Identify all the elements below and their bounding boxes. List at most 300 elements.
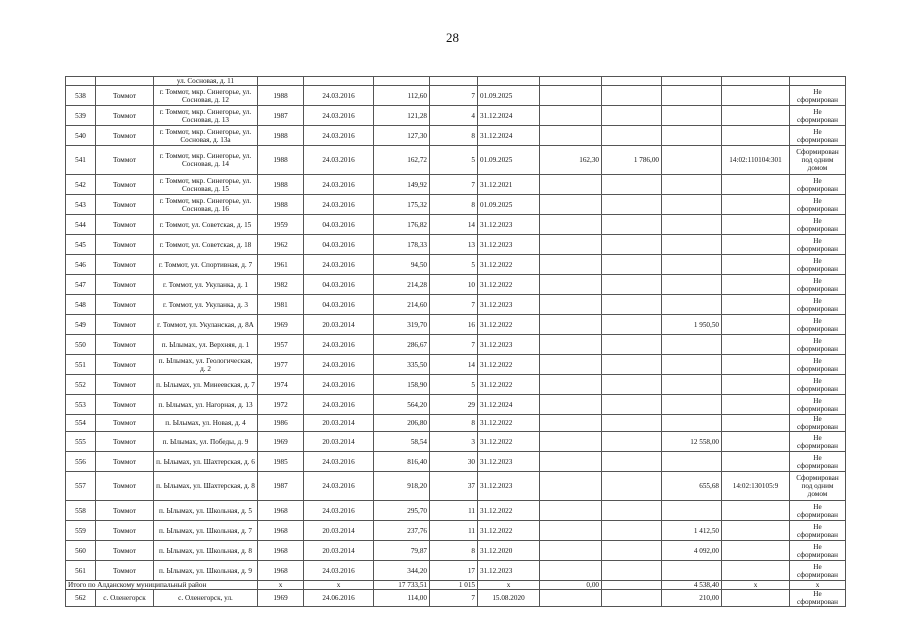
- table-row: [66, 335, 846, 355]
- cadastral-cell: [722, 541, 790, 561]
- value-cell: [602, 315, 662, 335]
- row-number: 561: [66, 561, 96, 581]
- amount-cell: 4 092,00: [662, 541, 722, 561]
- year-cell: 1972: [258, 395, 304, 415]
- year-cell: 1988: [258, 175, 304, 195]
- town-cell: Томмот: [96, 86, 154, 106]
- area-cell: 94,50: [374, 255, 430, 275]
- cadastral-cell: [722, 106, 790, 126]
- row-number: 545: [66, 235, 96, 255]
- amount-cell: [662, 375, 722, 395]
- row-number: 544: [66, 215, 96, 235]
- value-cell: [602, 275, 662, 295]
- area-cell: 918,20: [374, 472, 430, 501]
- cadastral-cell: [722, 295, 790, 315]
- area-cell: 564,20: [374, 395, 430, 415]
- date-cell: 24.03.2016: [304, 375, 374, 395]
- amount-cell: 1 412,50: [662, 521, 722, 541]
- table-row: [66, 501, 846, 521]
- row-number: [66, 77, 96, 86]
- land-area-cell: [540, 432, 602, 452]
- land-area-cell: [540, 541, 602, 561]
- value-cell: [602, 472, 662, 501]
- row-number: 543: [66, 195, 96, 215]
- cadastral-cell: [722, 275, 790, 295]
- date-cell: 24.03.2016: [304, 472, 374, 501]
- row-number: 551: [66, 355, 96, 375]
- value-cell: [602, 395, 662, 415]
- row-number: 559: [66, 521, 96, 541]
- table-row: [66, 375, 846, 395]
- amount-cell: [662, 77, 722, 86]
- people-cell: 8: [430, 541, 478, 561]
- town-cell: Томмот: [96, 295, 154, 315]
- area-cell: 162,72: [374, 146, 430, 175]
- land-area-cell: [540, 472, 602, 501]
- area-cell: 175,32: [374, 195, 430, 215]
- deadline-cell: 31.12.2023: [478, 472, 540, 501]
- people-cell: 37: [430, 472, 478, 501]
- row-number: 539: [66, 106, 96, 126]
- cadastral-cell: [722, 375, 790, 395]
- people-cell: 7: [430, 295, 478, 315]
- area-cell: 816,40: [374, 452, 430, 472]
- cadastral-cell: [722, 175, 790, 195]
- table-row: [66, 255, 846, 275]
- status-cell: Не сформирован: [790, 541, 846, 561]
- table-row: [66, 432, 846, 452]
- date-cell: 24.03.2016: [304, 355, 374, 375]
- year-cell: 1981: [258, 295, 304, 315]
- cadastral-cell: [722, 452, 790, 472]
- table-row: [66, 235, 846, 255]
- page-number: 28: [446, 30, 459, 45]
- land-area-cell: 162,30: [540, 146, 602, 175]
- amount-cell: 655,68: [662, 472, 722, 501]
- status-cell: Не сформирован: [790, 126, 846, 146]
- address-cell: г. Томмот, мкр. Синегорье, ул. Сосновая, д. 15: [154, 175, 258, 195]
- value-cell: [602, 561, 662, 581]
- row-number: 548: [66, 295, 96, 315]
- table-row: [66, 77, 846, 86]
- value-cell: [602, 106, 662, 126]
- amount-cell: [662, 295, 722, 315]
- value-cell: [602, 432, 662, 452]
- amount-cell: [662, 195, 722, 215]
- status-cell: Не сформирован: [790, 415, 846, 432]
- row-number: 550: [66, 335, 96, 355]
- row-number: 553: [66, 395, 96, 415]
- amount-cell: [662, 255, 722, 275]
- year-cell: [258, 77, 304, 86]
- status-cell: Не сформирован: [790, 235, 846, 255]
- value-cell: [602, 541, 662, 561]
- date-cell: 24.03.2016: [304, 126, 374, 146]
- cadastral-cell: [722, 415, 790, 432]
- land-area-cell: [540, 501, 602, 521]
- date-cell: 04.03.2016: [304, 295, 374, 315]
- people-cell: 13: [430, 235, 478, 255]
- year-cell: 1959: [258, 215, 304, 235]
- area-cell: 176,82: [374, 215, 430, 235]
- town-cell: Томмот: [96, 255, 154, 275]
- status-cell: Не сформирован: [790, 395, 846, 415]
- table-row: [66, 521, 846, 541]
- deadline-cell: 31.12.2020: [478, 541, 540, 561]
- people-cell: 17: [430, 561, 478, 581]
- value-cell: [602, 335, 662, 355]
- date-cell: [304, 77, 374, 86]
- address-cell: г. Томмот, мкр. Синегорье, ул. Сосновая, д. 13а: [154, 126, 258, 146]
- table-row: [66, 215, 846, 235]
- address-cell: п. Ылымах, ул. Школьная, д. 8: [154, 541, 258, 561]
- date-cell: 24.03.2016: [304, 335, 374, 355]
- people-cell: 5: [430, 375, 478, 395]
- amount-cell: [662, 395, 722, 415]
- value-cell: [602, 195, 662, 215]
- table-row: [66, 175, 846, 195]
- row-number: 556: [66, 452, 96, 472]
- deadline-cell: 31.12.2022: [478, 501, 540, 521]
- area-cell: 335,50: [374, 355, 430, 375]
- year-cell: 1962: [258, 235, 304, 255]
- row-number: 557: [66, 472, 96, 501]
- land-area-cell: [540, 106, 602, 126]
- date-cell: 24.03.2016: [304, 175, 374, 195]
- status-cell: Не сформирован: [790, 86, 846, 106]
- area-cell: 344,20: [374, 561, 430, 581]
- year-cell: 1986: [258, 415, 304, 432]
- year-cell: 1987: [258, 472, 304, 501]
- deadline-cell: 31.12.2022: [478, 521, 540, 541]
- amount-cell: [662, 355, 722, 375]
- year-cell: 1982: [258, 275, 304, 295]
- people-cell: 14: [430, 355, 478, 375]
- amount-cell: 1 950,50: [662, 315, 722, 335]
- land-area-cell: [540, 521, 602, 541]
- land-area-cell: [540, 415, 602, 432]
- amount-cell: [662, 415, 722, 432]
- year-cell: 1969: [258, 315, 304, 335]
- year-cell: 1961: [258, 255, 304, 275]
- cadastral-cell: [722, 521, 790, 541]
- people-cell: 8: [430, 415, 478, 432]
- town-cell: Томмот: [96, 275, 154, 295]
- table-row: [66, 452, 846, 472]
- deadline-cell: 31.12.2024: [478, 126, 540, 146]
- date-cell: 20.03.2014: [304, 521, 374, 541]
- date-cell: 24.03.2016: [304, 452, 374, 472]
- address-cell: п. Ылымах, ул. Школьная, д. 7: [154, 521, 258, 541]
- cadastral-cell: [722, 335, 790, 355]
- town-cell: Томмот: [96, 126, 154, 146]
- date-cell: 20.03.2014: [304, 415, 374, 432]
- address-cell: г. Томмот, мкр. Синегорье, ул. Сосновая, д. 13: [154, 106, 258, 126]
- deadline-cell: 31.12.2023: [478, 335, 540, 355]
- value-cell: [602, 255, 662, 275]
- people-cell: 16: [430, 315, 478, 335]
- people-cell: 4: [430, 106, 478, 126]
- land-area-cell: [540, 77, 602, 86]
- cadastral-cell: [722, 126, 790, 146]
- cadastral-cell: 14:02:110104:301: [722, 146, 790, 175]
- address-cell: п. Ылымах, ул. Шахтерская, д. 6: [154, 452, 258, 472]
- address-cell: г. Томмот, ул. Укуланка, д. 1: [154, 275, 258, 295]
- deadline-cell: 31.12.2022: [478, 255, 540, 275]
- people-cell: 29: [430, 395, 478, 415]
- address-cell: г. Томмот, ул. Советская, д. 15: [154, 215, 258, 235]
- people-cell: [430, 77, 478, 86]
- town-cell: Томмот: [96, 501, 154, 521]
- year-cell: 1968: [258, 521, 304, 541]
- date-cell: 04.03.2016: [304, 275, 374, 295]
- year-cell: 1988: [258, 126, 304, 146]
- status-cell: Не сформирован: [790, 521, 846, 541]
- deadline-cell: 31.12.2021: [478, 175, 540, 195]
- value-cell: [602, 355, 662, 375]
- value-cell: [602, 375, 662, 395]
- table-row: [66, 295, 846, 315]
- row-number: 552: [66, 375, 96, 395]
- total-row: Итого по Алданскому муниципальный район х х 17 733,51 1 015 х 0,00 4 538,40 х х: [66, 581, 846, 590]
- address-cell: ул. Сосновая, д. 11: [154, 77, 258, 86]
- area-cell: 112,60: [374, 86, 430, 106]
- date-cell: 20.03.2014: [304, 315, 374, 335]
- row-number: 558: [66, 501, 96, 521]
- land-area-cell: [540, 86, 602, 106]
- value-cell: [602, 215, 662, 235]
- deadline-cell: 31.12.2022: [478, 415, 540, 432]
- amount-cell: [662, 335, 722, 355]
- area-cell: 58,54: [374, 432, 430, 452]
- cadastral-cell: [722, 195, 790, 215]
- cadastral-cell: [722, 86, 790, 106]
- status-cell: Не сформирован: [790, 215, 846, 235]
- land-area-cell: [540, 175, 602, 195]
- table-row: [66, 561, 846, 581]
- row-number: 542: [66, 175, 96, 195]
- date-cell: 24.03.2016: [304, 501, 374, 521]
- amount-cell: 12 558,00: [662, 432, 722, 452]
- date-cell: 24.03.2016: [304, 395, 374, 415]
- date-cell: 24.03.2016: [304, 195, 374, 215]
- status-cell: Сформирован под одним домом: [790, 472, 846, 501]
- area-cell: 214,60: [374, 295, 430, 315]
- date-cell: 04.03.2016: [304, 215, 374, 235]
- land-area-cell: [540, 395, 602, 415]
- land-area-cell: [540, 452, 602, 472]
- value-cell: [602, 295, 662, 315]
- status-cell: Не сформирован: [790, 335, 846, 355]
- people-cell: 8: [430, 195, 478, 215]
- cadastral-cell: [722, 315, 790, 335]
- people-cell: 7: [430, 86, 478, 106]
- deadline-cell: 31.12.2023: [478, 452, 540, 472]
- town-cell: Томмот: [96, 235, 154, 255]
- row-number: 554: [66, 415, 96, 432]
- value-cell: [602, 501, 662, 521]
- deadline-cell: 31.12.2023: [478, 215, 540, 235]
- value-cell: [602, 415, 662, 432]
- land-area-cell: [540, 215, 602, 235]
- town-cell: Томмот: [96, 175, 154, 195]
- address-cell: г. Томмот, ул. Спортивная, д. 7: [154, 255, 258, 275]
- amount-cell: [662, 561, 722, 581]
- value-cell: [602, 521, 662, 541]
- table-row: [66, 275, 846, 295]
- row-number: 546: [66, 255, 96, 275]
- row-number: 547: [66, 275, 96, 295]
- deadline-cell: [478, 77, 540, 86]
- status-cell: Не сформирован: [790, 375, 846, 395]
- date-cell: 24.03.2016: [304, 255, 374, 275]
- area-cell: 127,30: [374, 126, 430, 146]
- town-cell: Томмот: [96, 106, 154, 126]
- table-row: [66, 146, 846, 175]
- land-area-cell: [540, 315, 602, 335]
- area-cell: 121,28: [374, 106, 430, 126]
- table-row: [66, 415, 846, 432]
- people-cell: 7: [430, 175, 478, 195]
- town-cell: Томмот: [96, 195, 154, 215]
- amount-cell: [662, 215, 722, 235]
- address-cell: г. Томмот, мкр. Синегорье, ул. Сосновая, д. 12: [154, 86, 258, 106]
- table-row: [66, 472, 846, 501]
- row-number: 541: [66, 146, 96, 175]
- area-cell: 319,70: [374, 315, 430, 335]
- status-cell: Не сформирован: [790, 195, 846, 215]
- area-cell: [374, 77, 430, 86]
- land-area-cell: [540, 335, 602, 355]
- amount-cell: [662, 106, 722, 126]
- town-cell: Томмот: [96, 315, 154, 335]
- people-cell: 14: [430, 215, 478, 235]
- land-area-cell: [540, 375, 602, 395]
- table-row: [66, 106, 846, 126]
- status-cell: Не сформирован: [790, 561, 846, 581]
- value-cell: [602, 452, 662, 472]
- address-cell: п. Ылымах, ул. Школьная, д. 9: [154, 561, 258, 581]
- status-cell: Не сформирован: [790, 275, 846, 295]
- cadastral-cell: [722, 77, 790, 86]
- town-cell: Томмот: [96, 146, 154, 175]
- cadastral-cell: [722, 255, 790, 275]
- deadline-cell: 31.12.2022: [478, 275, 540, 295]
- date-cell: 24.03.2016: [304, 106, 374, 126]
- address-cell: г. Томмот, ул. Советская, д. 18: [154, 235, 258, 255]
- value-cell: [602, 126, 662, 146]
- deadline-cell: 01.09.2025: [478, 86, 540, 106]
- status-cell: Не сформирован: [790, 255, 846, 275]
- cadastral-cell: 14:02:130105:9: [722, 472, 790, 501]
- row-number: 538: [66, 86, 96, 106]
- table-row: [66, 315, 846, 335]
- address-cell: г. Томмот, ул. Укуланка, д. 3: [154, 295, 258, 315]
- deadline-cell: 31.12.2024: [478, 106, 540, 126]
- people-cell: 10: [430, 275, 478, 295]
- value-cell: [602, 77, 662, 86]
- deadline-cell: 31.12.2022: [478, 375, 540, 395]
- town-cell: Томмот: [96, 355, 154, 375]
- area-cell: 158,90: [374, 375, 430, 395]
- table-row: [66, 395, 846, 415]
- deadline-cell: 31.12.2023: [478, 235, 540, 255]
- cadastral-cell: [722, 235, 790, 255]
- status-cell: Не сформирован: [790, 432, 846, 452]
- amount-cell: [662, 175, 722, 195]
- date-cell: 24.03.2016: [304, 86, 374, 106]
- year-cell: 1988: [258, 195, 304, 215]
- year-cell: 1968: [258, 501, 304, 521]
- amount-cell: [662, 146, 722, 175]
- status-cell: Не сформирован: [790, 295, 846, 315]
- row-number: 540: [66, 126, 96, 146]
- status-cell: Не сформирован: [790, 315, 846, 335]
- deadline-cell: 31.12.2023: [478, 561, 540, 581]
- row-number: 555: [66, 432, 96, 452]
- address-cell: г. Томмот, мкр. Синегорье, ул. Сосновая, д. 16: [154, 195, 258, 215]
- date-cell: 24.03.2016: [304, 561, 374, 581]
- deadline-cell: 31.12.2022: [478, 432, 540, 452]
- date-cell: 20.03.2014: [304, 541, 374, 561]
- address-cell: п. Ылымах, ул. Новая, д. 4: [154, 415, 258, 432]
- amount-cell: [662, 126, 722, 146]
- land-area-cell: [540, 561, 602, 581]
- area-cell: 149,92: [374, 175, 430, 195]
- value-cell: 1 786,00: [602, 146, 662, 175]
- status-cell: Сформирован под одним домом: [790, 146, 846, 175]
- year-cell: 1985: [258, 452, 304, 472]
- town-cell: Томмот: [96, 395, 154, 415]
- people-cell: 7: [430, 335, 478, 355]
- address-cell: г. Томмот, ул. Укуланская, д. 8А: [154, 315, 258, 335]
- land-area-cell: [540, 355, 602, 375]
- town-cell: Томмот: [96, 521, 154, 541]
- town-cell: Томмот: [96, 432, 154, 452]
- area-cell: 206,80: [374, 415, 430, 432]
- people-cell: 30: [430, 452, 478, 472]
- area-cell: 286,67: [374, 335, 430, 355]
- date-cell: 04.03.2016: [304, 235, 374, 255]
- amount-cell: [662, 501, 722, 521]
- year-cell: 1988: [258, 86, 304, 106]
- deadline-cell: 31.12.2022: [478, 355, 540, 375]
- table-row: [66, 126, 846, 146]
- cadastral-cell: [722, 432, 790, 452]
- amount-cell: [662, 86, 722, 106]
- amount-cell: [662, 452, 722, 472]
- year-cell: 1968: [258, 541, 304, 561]
- town-cell: Томмот: [96, 452, 154, 472]
- land-area-cell: [540, 275, 602, 295]
- status-cell: Не сформирован: [790, 106, 846, 126]
- cadastral-cell: [722, 215, 790, 235]
- row-number: 560: [66, 541, 96, 561]
- area-cell: 178,33: [374, 235, 430, 255]
- town-cell: Томмот: [96, 215, 154, 235]
- deadline-cell: 31.12.2022: [478, 315, 540, 335]
- value-cell: [602, 175, 662, 195]
- status-cell: Не сформирован: [790, 355, 846, 375]
- cadastral-cell: [722, 395, 790, 415]
- people-cell: 3: [430, 432, 478, 452]
- land-area-cell: [540, 126, 602, 146]
- address-cell: п. Ылымах, ул. Минеевская, д. 7: [154, 375, 258, 395]
- amount-cell: [662, 275, 722, 295]
- table-row: [66, 86, 846, 106]
- area-cell: 237,76: [374, 521, 430, 541]
- cadastral-cell: [722, 501, 790, 521]
